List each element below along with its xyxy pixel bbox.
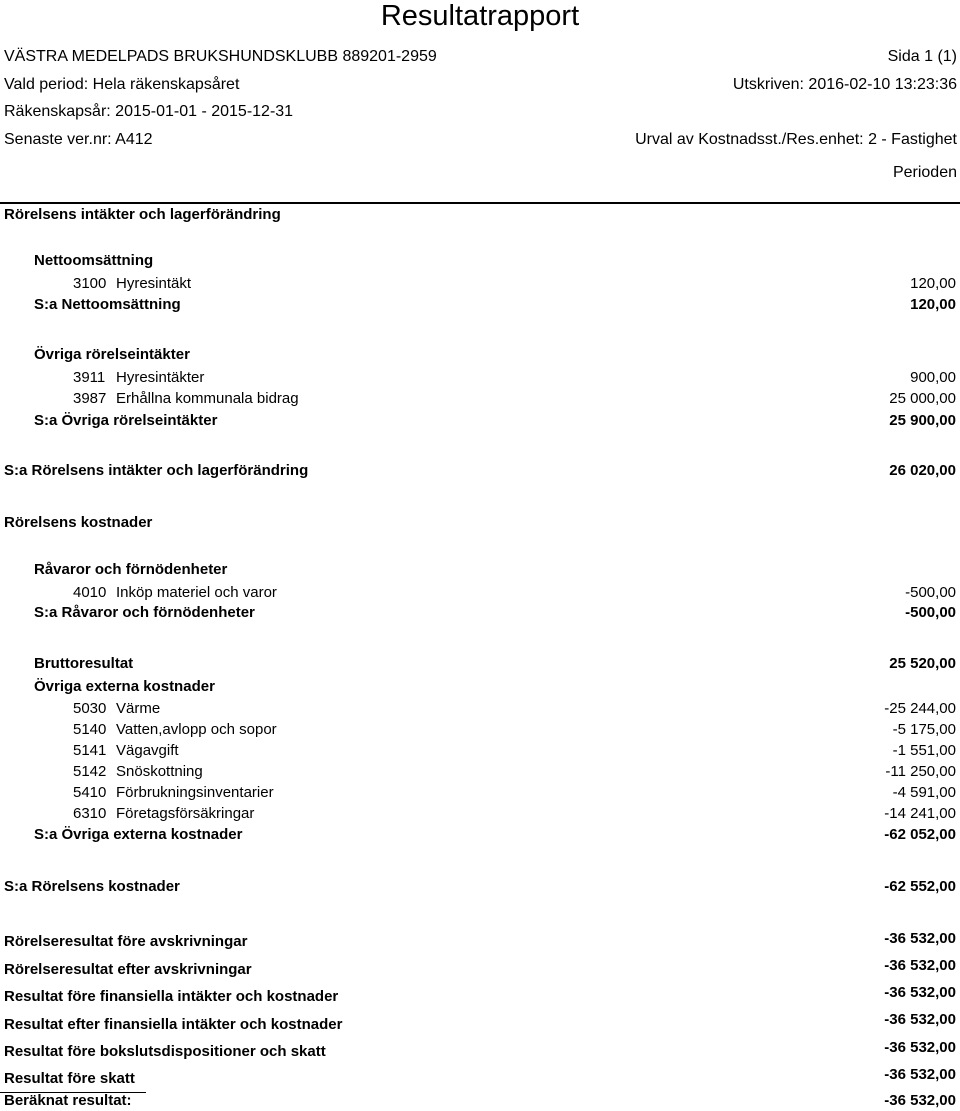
- sum-label: S:a Rörelsens kostnader: [4, 878, 180, 895]
- account-name: Vatten,avlopp och sopor: [116, 721, 277, 738]
- account-amount: -11 250,00: [885, 763, 956, 780]
- report-title: Resultatrapport: [380, 0, 580, 32]
- result-amount: -36 532,00: [884, 1066, 956, 1083]
- result-value-row: [0, 930, 960, 948]
- account-name: Förbrukningsinventarier: [116, 784, 274, 801]
- account-number: 3987: [73, 390, 107, 407]
- account-number: 5410: [73, 784, 107, 801]
- account-row: [0, 275, 960, 293]
- account-name: Företagsförsäkringar: [116, 805, 255, 822]
- net-sales-sum-row: [0, 296, 960, 314]
- result-value-row: [0, 984, 960, 1002]
- income-heading-row: [0, 206, 960, 224]
- result-label: Rörelseresultat före avskrivningar: [4, 933, 248, 950]
- account-name: Vägavgift: [116, 742, 179, 759]
- result-value-row: [0, 1039, 960, 1057]
- result-label: Resultat före bokslutsdispositioner och skatt: [4, 1043, 326, 1060]
- result-label: Resultat före skatt: [4, 1070, 135, 1087]
- external-costs-sum-row: [0, 826, 960, 844]
- gross-result-label: Bruttoresultat: [34, 655, 134, 672]
- account-number: 5142: [73, 763, 107, 780]
- account-row: [0, 721, 960, 739]
- account-number: 5030: [73, 700, 107, 717]
- account-name: Värme: [116, 700, 161, 717]
- group-heading: Nettoomsättning: [34, 252, 154, 269]
- sum-amount: 120,00: [910, 296, 956, 313]
- selected-period: Vald period: Hela räkenskapsåret: [4, 76, 240, 93]
- account-row: [0, 784, 960, 802]
- account-number: 6310: [73, 805, 107, 822]
- account-number: 3911: [73, 369, 106, 386]
- other-income-heading-row: [0, 346, 960, 364]
- account-amount: -1 551,00: [892, 742, 956, 759]
- account-name: Inköp materiel och varor: [116, 584, 277, 601]
- result-value-row: [0, 1011, 960, 1029]
- result-amount: -36 532,00: [884, 957, 956, 974]
- account-row: [0, 700, 960, 718]
- account-amount: -5 175,00: [892, 721, 956, 738]
- sum-amount: -62 052,00: [884, 826, 956, 843]
- gross-result-row: [0, 655, 960, 673]
- account-row: [0, 805, 960, 823]
- sum-label: S:a Övriga rörelseintäkter: [34, 412, 218, 429]
- page-number: Sida 1 (1): [887, 48, 957, 65]
- account-name: Hyresintäkt: [116, 275, 192, 292]
- other-income-sum-row: [0, 412, 960, 430]
- sum-label: S:a Övriga externa kostnader: [34, 826, 243, 843]
- account-amount: 120,00: [910, 275, 956, 292]
- final-result-amount: -36 532,00: [884, 1092, 956, 1109]
- result-label: Rörelseresultat efter avskrivningar: [4, 961, 252, 978]
- account-row: [0, 584, 960, 602]
- account-amount: -25 244,00: [884, 700, 956, 717]
- account-row: [0, 369, 960, 387]
- gross-result-amount: 25 520,00: [889, 655, 956, 672]
- last-voucher-number: Senaste ver.nr: A412: [4, 131, 153, 148]
- result-amount: -36 532,00: [884, 930, 956, 947]
- account-number: 5140: [73, 721, 107, 738]
- result-value-row: [0, 1066, 960, 1084]
- section-heading: Rörelsens kostnader: [4, 514, 153, 531]
- final-result-label: Beräknat resultat:: [4, 1092, 132, 1109]
- account-number: 4010: [73, 584, 107, 601]
- net-sales-heading-row: [0, 252, 960, 270]
- sum-amount: -62 552,00: [884, 878, 956, 895]
- printed-timestamp: Utskriven: 2016-02-10 13:23:36: [732, 76, 957, 93]
- result-amount: -36 532,00: [884, 1039, 956, 1056]
- period-column-header: Perioden: [892, 164, 957, 181]
- result-amount: -36 532,00: [884, 984, 956, 1001]
- group-heading: Övriga rörelseintäkter: [34, 346, 190, 363]
- result-amount: -36 532,00: [884, 1011, 956, 1028]
- account-amount: 900,00: [910, 369, 956, 386]
- account-number: 3100: [73, 275, 107, 292]
- sum-label: S:a Nettoomsättning: [34, 296, 181, 313]
- account-number: 5141: [73, 742, 107, 759]
- account-name: Hyresintäkter: [116, 369, 205, 386]
- group-heading: Övriga externa kostnader: [34, 678, 215, 695]
- sum-label: S:a Råvaror och förnödenheter: [34, 604, 255, 621]
- account-amount: -500,00: [905, 584, 956, 601]
- result-value-row: [0, 957, 960, 975]
- costs-sum-row: [0, 878, 960, 896]
- sum-amount: 25 900,00: [889, 412, 956, 429]
- result-label: Resultat före finansiella intäkter och kostnader: [4, 988, 339, 1005]
- cost-center-selection: Urval av Kostnadsst./Res.enhet: 2 - Fastighet: [635, 131, 957, 148]
- account-amount: 25 000,00: [889, 390, 956, 407]
- sum-label: S:a Rörelsens intäkter och lagerförändring: [4, 462, 309, 479]
- account-row: [0, 742, 960, 760]
- fiscal-year: Räkenskapsår: 2015-01-01 - 2015-12-31: [4, 103, 294, 120]
- account-name: Erhållna kommunala bidrag: [116, 390, 299, 407]
- header-divider: [0, 202, 960, 204]
- group-heading: Råvaror och förnödenheter: [34, 561, 228, 578]
- materials-heading-row: [0, 561, 960, 579]
- income-sum-row: [0, 462, 960, 480]
- account-amount: -4 591,00: [892, 784, 956, 801]
- account-row: [0, 763, 960, 781]
- costs-heading-row: [0, 514, 960, 532]
- section-heading: Rörelsens intäkter och lagerförändring: [4, 206, 281, 223]
- sum-amount: -500,00: [905, 604, 956, 621]
- account-row: [0, 390, 960, 408]
- account-name: Snöskottning: [116, 763, 203, 780]
- final-result-row: [0, 1092, 960, 1110]
- materials-sum-row: [0, 604, 960, 622]
- result-label: Resultat efter finansiella intäkter och kostnader: [4, 1016, 343, 1033]
- organization-name: VÄSTRA MEDELPADS BRUKSHUNDSKLUBB 889201-2959: [4, 48, 437, 65]
- sum-amount: 26 020,00: [889, 462, 956, 479]
- account-amount: -14 241,00: [884, 805, 956, 822]
- external-costs-heading-row: [0, 678, 960, 696]
